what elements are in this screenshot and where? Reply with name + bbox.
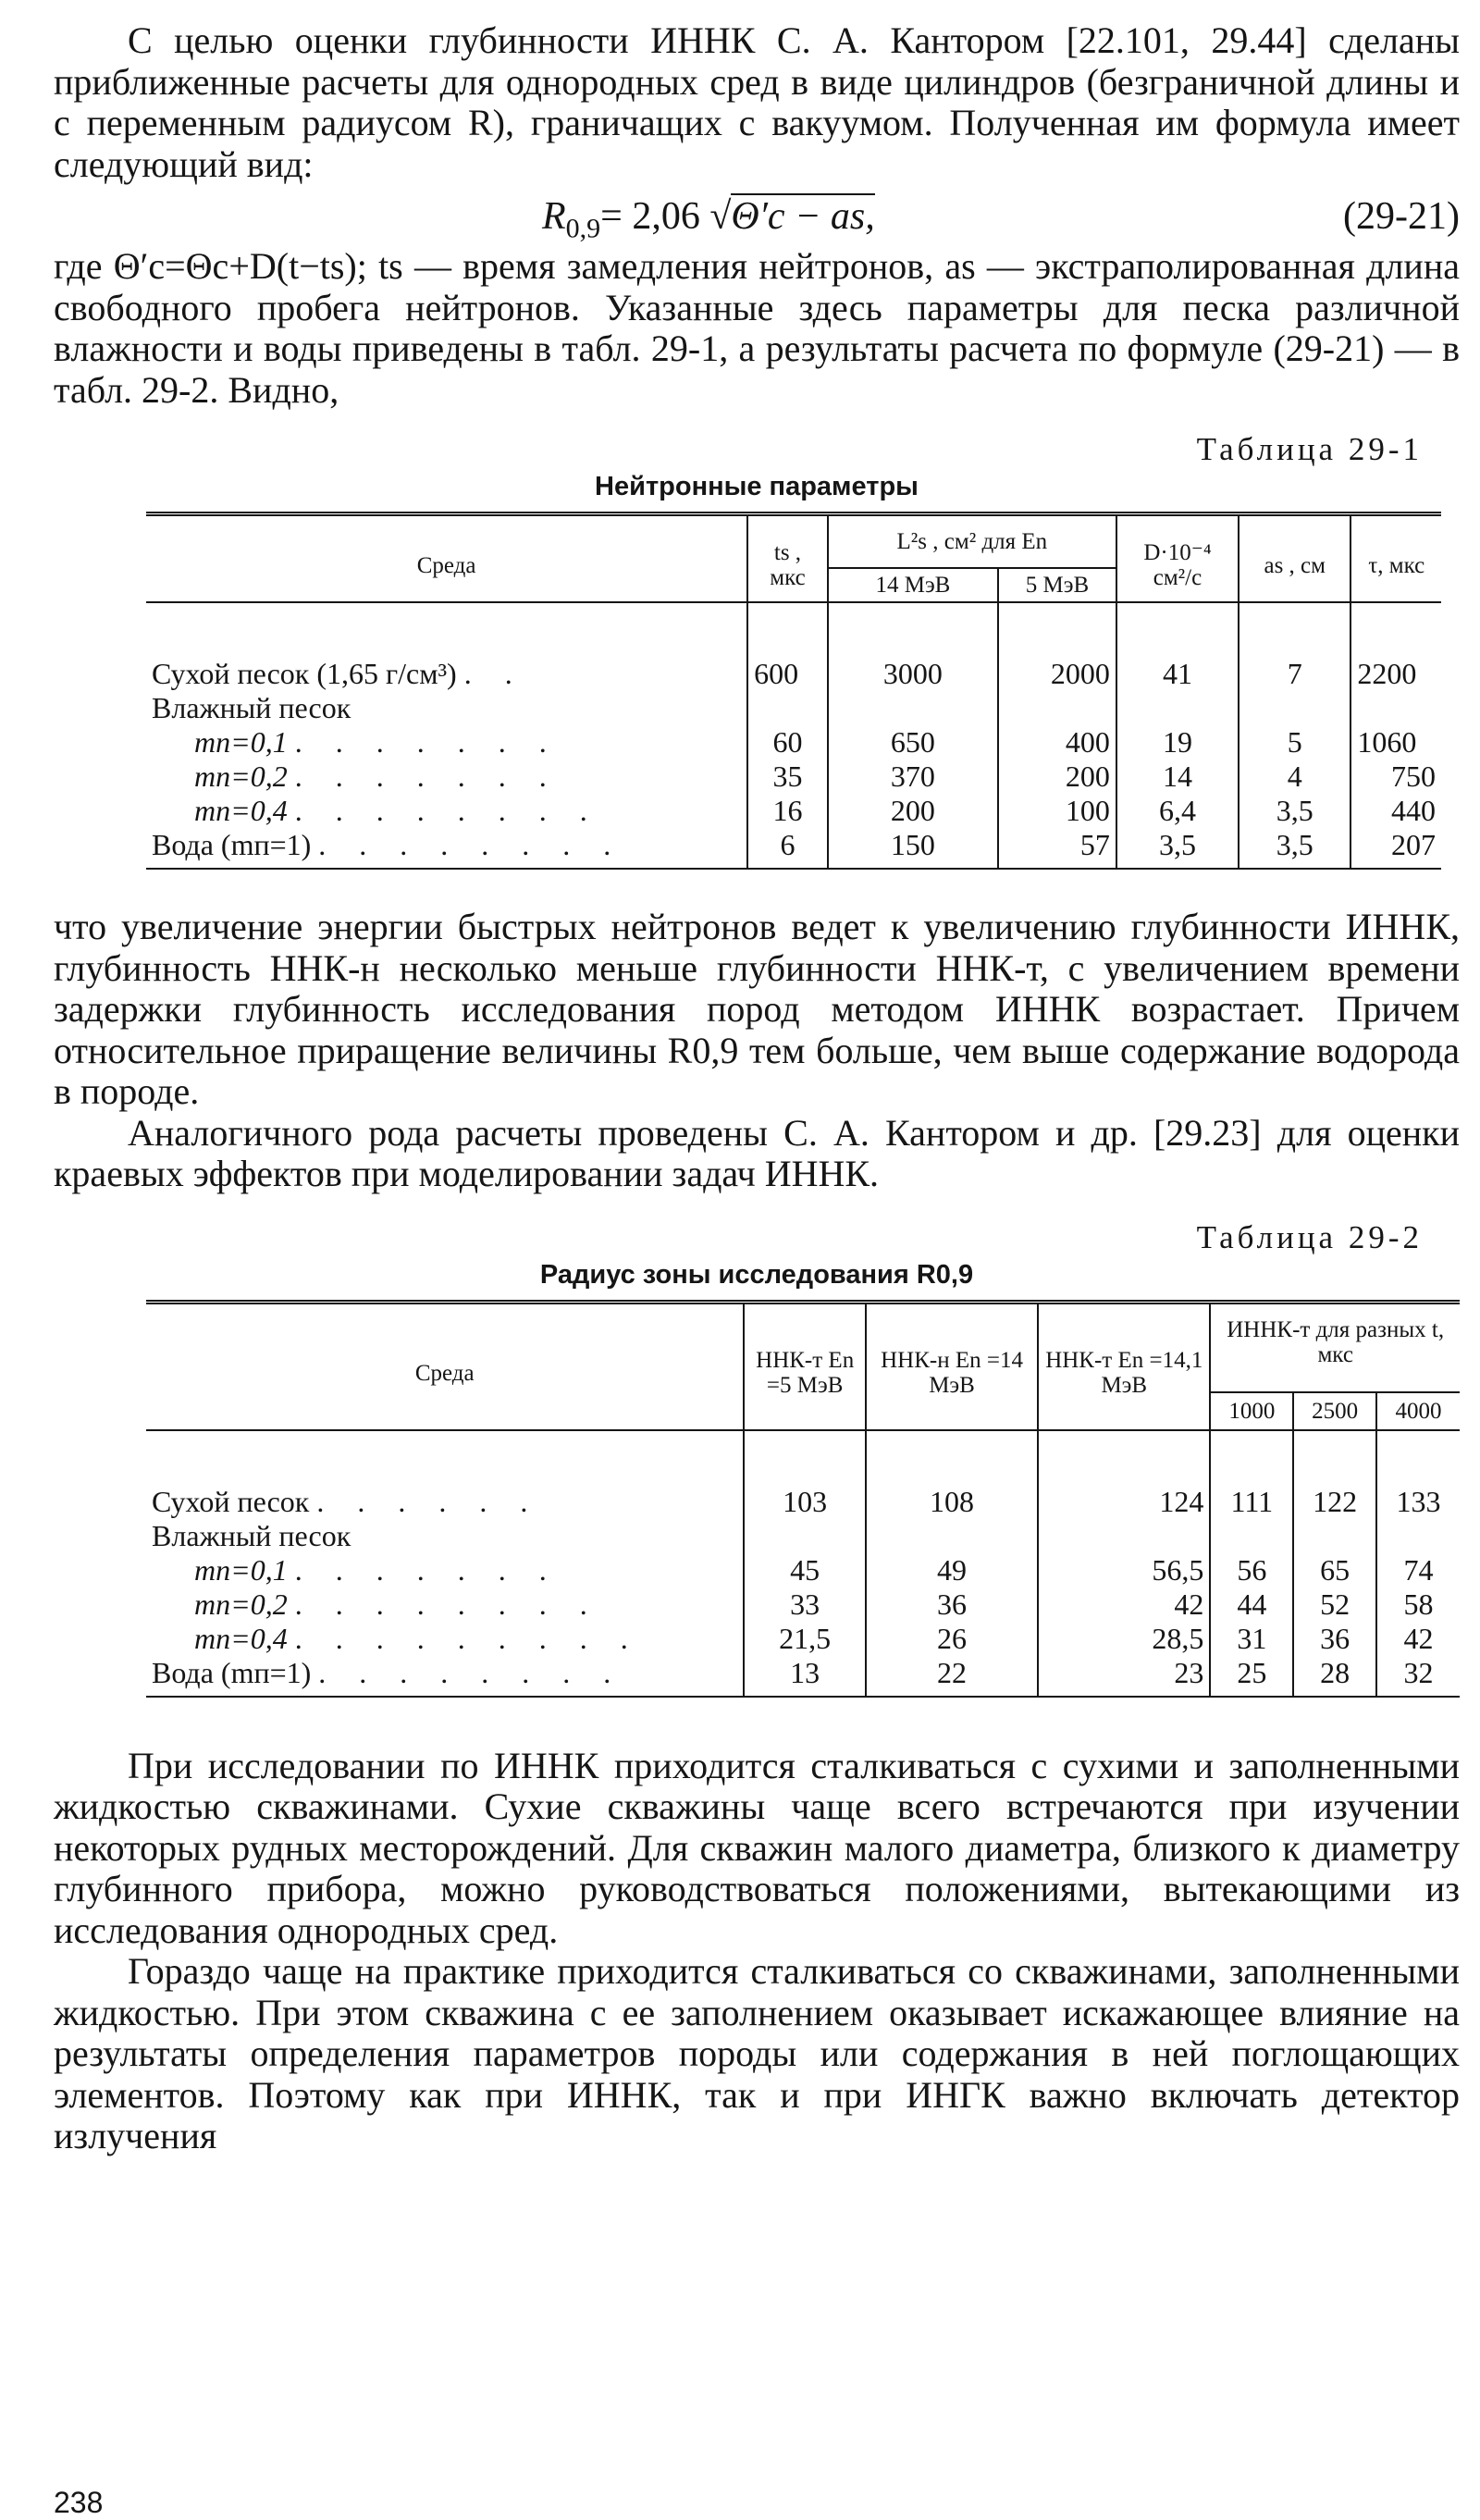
- t2-header-nnkn14: ННК-н En =14 МэВ: [866, 1302, 1038, 1430]
- table1: [146, 512, 1441, 870]
- table-row: mп=0,4 . . . . . . . . . 21,5 26 28,5 31 36 42: [146, 1622, 1460, 1656]
- t2-header-nnkt141: ННК-т En =14,1 МэВ: [1038, 1302, 1210, 1430]
- page-number: 238: [54, 2486, 104, 2519]
- t2-header-t2500: 2500: [1293, 1392, 1376, 1430]
- t1-header-d: D·10⁻⁴ см²/с: [1116, 514, 1239, 603]
- table1-label: Таблица 29-1: [1196, 431, 1423, 467]
- table-row: mп=0,2 . . . . . . . . 33 36 42 44 52 58: [146, 1587, 1460, 1622]
- table-row: mп=0,1 . . . . . . . 45 49 56,5 56 65 74: [146, 1553, 1460, 1587]
- table2: [146, 1300, 1460, 1698]
- t2-header-medium: Среда: [146, 1302, 744, 1430]
- table-row: Влажный песок: [146, 1519, 1460, 1553]
- paragraph-2: где Θ′c=Θc+D(t−ts); ts — время замедления нейтронов, as — экстраполированная длина свободного пробега нейтронов. Указанные здесь параметры для песка различной влажности и воды приведены в табл. 29-1, а результаты расчета по формуле (29-21) — в табл. 29-2. Видно,: [54, 245, 1460, 411]
- formula-29-21: [54, 189, 1460, 244]
- table-row: Сухой песок (1,65 г/см³) . . 600 3000 2000 41 7 2200: [146, 602, 1441, 691]
- t2-header-innkt: ИННК-т для разных t, мкс: [1210, 1302, 1460, 1392]
- paragraph-6: Гораздо чаще на практике приходится сталкиваться со скважинами, заполненными жидкостью. При этом скважина с ее заполнением оказывает искажающее влияние на результаты определения параметров породы или содержания в ней поглощающих элементов. Поэтому как при ИННК, так и при ИНГК важно включать детектор излучения: [54, 1950, 1460, 2156]
- formula-number: (29-21): [1343, 195, 1460, 238]
- sqrt-sign: √: [699, 195, 732, 238]
- table-row: mп=0,4 . . . . . . . . 16 200 100 6,4 3,5 440: [146, 794, 1441, 828]
- table1-title: Нейтронные параметры: [595, 472, 919, 501]
- paragraph-5: При исследовании по ИННК приходится сталкиваться с сухими и заполненными жидкостью скважинами. Сухие скважины чаще всего встречаются при изучении некоторых рудных месторождений. Для скважин малого диаметра, близкого к диаметру глубинного прибора, можно руководствоваться положениями, вытекающими из исследования однородных сред.: [54, 1744, 1460, 1951]
- t1-header-ls: L²s , см² для En: [828, 514, 1116, 569]
- t1-header-medium: Среда: [146, 514, 747, 603]
- table-row: mп=0,1 . . . . . . . 60 650 400 19 5 1060: [146, 725, 1441, 760]
- paragraph-3: что увеличение энергии быстрых нейтронов ведет к увеличению глубинности ИННК, глубинность ННК-н несколько меньше глубинности ННК-т, с увеличением времени задержки глубинность исследования пород методом ИННК возрастает. Причем относительное приращение величины R0,9 тем больше, чем выше содержание водорода в породе.: [54, 906, 1460, 1112]
- table2-label: Таблица 29-2: [1196, 1218, 1423, 1255]
- t1-header-14mev: 14 МэВ: [828, 568, 998, 602]
- t2-header-t1000: 1000: [1210, 1392, 1293, 1430]
- paragraph-4: Аналогичного рода расчеты проведены С. А. Кантором и др. [29.23] для оценки краевых эффектов при моделировании задач ИННК.: [54, 1111, 1460, 1194]
- t1-header-as: as , см: [1239, 514, 1350, 603]
- t1-header-5mev: 5 МэВ: [998, 568, 1116, 602]
- table-row: Вода (mп=1) . . . . . . . . 6 150 57 3,5 3,5 207: [146, 828, 1441, 869]
- t2-header-nnkt5: ННК-т En =5 МэВ: [744, 1302, 865, 1430]
- t2-header-t4000: 4000: [1376, 1392, 1460, 1430]
- table-row: Влажный песок: [146, 691, 1441, 725]
- table-row: Вода (mп=1) . . . . . . . . 13 22 23 25 28 32: [146, 1656, 1460, 1697]
- table2-title: Радиус зоны исследования R0,9: [539, 1259, 974, 1290]
- formula-expression: $R_{0,9}= 2,06$ √Θ′c − as,: [542, 195, 875, 244]
- t1-header-ts: ts , мкс: [747, 514, 828, 603]
- paragraph-1: С целью оценки глубинности ИННК С. А. Кантором [22.101, 29.44] сделаны приближенные расчеты для однородных сред в виде цилиндров (безграничной длины и с переменным радиусом R), граничащих с вакуумом. Полученная им формула имеет следующий вид:: [54, 19, 1460, 185]
- table-row: mп=0,2 . . . . . . . 35 370 200 14 4 750: [146, 760, 1441, 794]
- table-row: Сухой песок . . . . . . 103 108 124 111 122 133: [146, 1430, 1460, 1519]
- page: [54, 19, 1460, 2519]
- t1-header-tau: τ, мкс: [1350, 514, 1441, 603]
